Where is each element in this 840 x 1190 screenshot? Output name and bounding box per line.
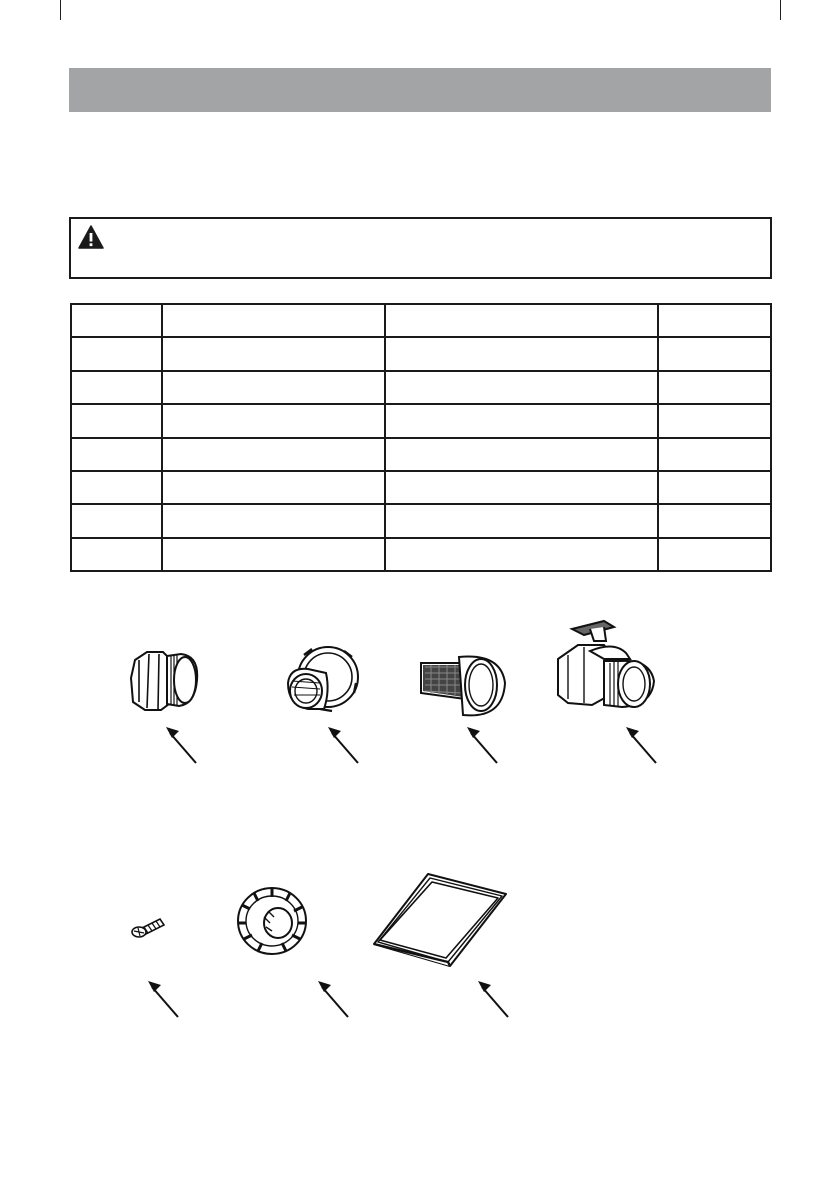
warning-box: [69, 217, 772, 279]
table-cell: [162, 337, 385, 370]
table-cell: [658, 471, 771, 504]
pointer-arrow-icon: [326, 725, 360, 765]
table-cell: [385, 371, 658, 404]
table-cell: [71, 438, 162, 471]
table-row: [71, 471, 771, 504]
table-cell: [162, 504, 385, 537]
table-cell: [658, 371, 771, 404]
screw-icon: [128, 915, 168, 941]
table-cell: [385, 538, 658, 571]
ribbed-nut-icon: [234, 883, 312, 957]
table-cell: [162, 438, 385, 471]
crop-mark-left: [60, 0, 61, 20]
table-cell: [658, 538, 771, 571]
mesh-filter-icon: [415, 649, 509, 721]
table-cell: [658, 504, 771, 537]
table-cell: [658, 404, 771, 437]
table-row: [71, 538, 771, 571]
ball-valve-icon: [554, 619, 662, 719]
crop-mark-right: [780, 0, 781, 20]
table-cell: [71, 538, 162, 571]
table-cell: [71, 404, 162, 437]
table-cell: [71, 337, 162, 370]
table-cell: [385, 304, 658, 337]
table-row: [71, 371, 771, 404]
pointer-arrow-icon: [316, 979, 350, 1019]
table-cell: [385, 471, 658, 504]
pointer-arrow-icon: [146, 979, 180, 1019]
table-cell: [385, 438, 658, 471]
table-cell: [162, 538, 385, 571]
pointer-arrow-icon: [476, 979, 510, 1019]
pointer-arrow-icon: [164, 725, 198, 765]
table-cell: [385, 404, 658, 437]
table-cell: [162, 371, 385, 404]
threaded-plug-icon: [125, 646, 200, 714]
table-cell: [658, 337, 771, 370]
pointer-arrow-icon: [465, 725, 499, 765]
table-cell: [162, 304, 385, 337]
table-header-row: [71, 304, 771, 337]
pointer-arrow-icon: [624, 725, 658, 765]
table-row: [71, 504, 771, 537]
table-cell: [658, 438, 771, 471]
table-row: [71, 438, 771, 471]
table-cell: [658, 304, 771, 337]
table-cell: [71, 471, 162, 504]
table-row: [71, 404, 771, 437]
manual-booklet-icon: [370, 870, 510, 970]
table-cell: [385, 337, 658, 370]
table-cell: [162, 471, 385, 504]
section-header-bar: [69, 68, 771, 112]
table-cell: [385, 504, 658, 537]
table-cell: [71, 304, 162, 337]
table-cell: [162, 404, 385, 437]
warning-triangle-icon: [78, 225, 104, 249]
table-row: [71, 337, 771, 370]
parts-table: [70, 303, 772, 572]
table-cell: [71, 504, 162, 537]
union-adapter-icon: [284, 643, 364, 721]
table-cell: [71, 371, 162, 404]
